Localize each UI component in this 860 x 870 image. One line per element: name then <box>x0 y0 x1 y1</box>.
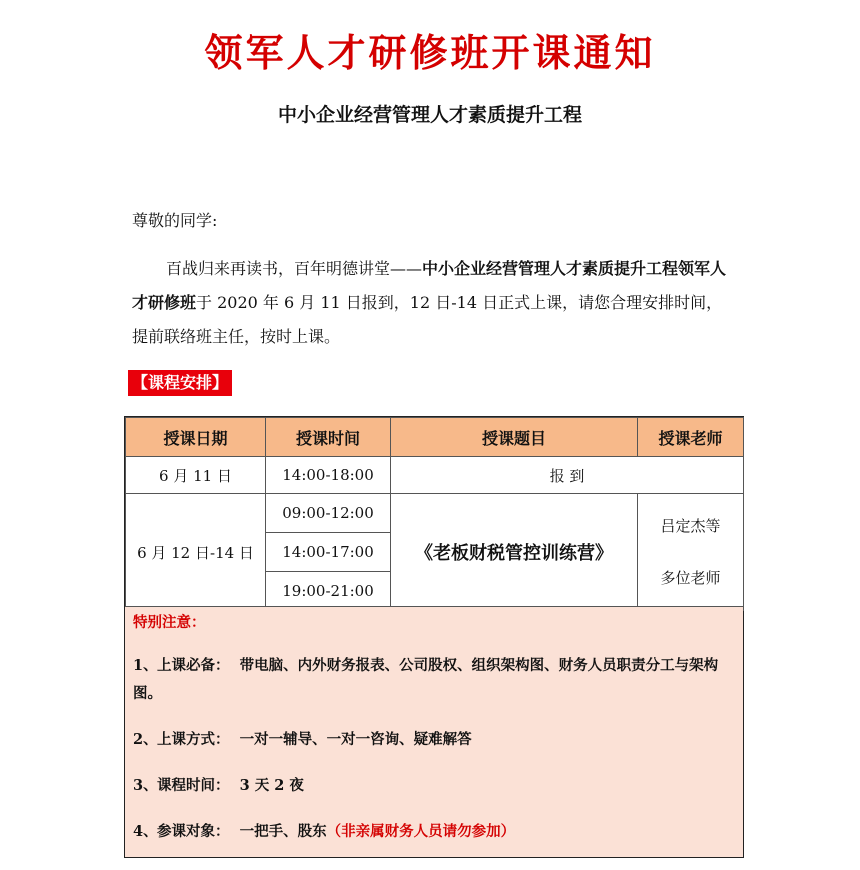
cell-topic: 报 到 <box>391 457 744 494</box>
note-text: 一把手、股东 <box>239 823 327 840</box>
note-text: 一对一辅导、一对一咨询、疑难解答 <box>239 731 472 748</box>
teacher-line-1: 吕定杰等 <box>660 517 721 535</box>
cell-topic: 《老板财税管控训练营》 <box>391 494 638 611</box>
schedule-panel <box>124 416 744 858</box>
notes-heading: 特别注意： <box>133 614 206 631</box>
note-number: 4、 <box>133 823 158 840</box>
header-date: 授课日期 <box>126 418 266 457</box>
cell-time: 09:00-12:00 <box>266 494 391 533</box>
page-subtitle: 中小企业经营管理人才素质提升工程 <box>277 104 582 126</box>
page-title: 领军人才研修班开课通知 <box>204 30 656 75</box>
note-item <box>133 772 737 800</box>
table-header-row <box>126 418 744 457</box>
header-topic: 授课题目 <box>391 418 638 457</box>
cell-date: 6 月 12 日-14 日 <box>126 494 266 611</box>
note-number: 1、 <box>133 657 158 674</box>
note-number: 3、 <box>133 777 158 794</box>
note-item <box>133 818 737 846</box>
note-label: 课程时间： <box>157 777 230 794</box>
intro-paragraph <box>132 252 734 354</box>
note-item <box>133 652 737 708</box>
intro-text-c: 于 2020 年 6 月 11 日报到，12 日-14 日正式上课，请您合理安排时间，提前联络班主任，按时上课。 <box>132 293 723 346</box>
program-name: 中小企业经营管理人才素质提升工程领军人才研修班 <box>132 259 727 312</box>
section-label-schedule: 【课程安排】 <box>128 370 232 396</box>
greeting: 尊敬的同学: <box>132 211 218 230</box>
table-row <box>126 457 744 494</box>
cell-time: 14:00-18:00 <box>266 457 391 494</box>
note-text: 带电脑、内外财务报表、公司股权、组织架构图、财务人员职责分工与架构图。 <box>133 657 719 702</box>
cell-time: 14:00-17:00 <box>266 533 391 572</box>
schedule-table <box>125 417 744 611</box>
note-label: 参课对象： <box>157 823 230 840</box>
notes-section <box>125 606 743 857</box>
cell-time: 19:00-21:00 <box>266 572 391 611</box>
header-teacher: 授课老师 <box>638 418 744 457</box>
teacher-line-2: 多位老师 <box>660 569 721 587</box>
note-label: 上课方式： <box>157 731 230 748</box>
note-label: 上课必备： <box>157 657 230 674</box>
note-number: 2、 <box>133 731 158 748</box>
cell-teacher <box>638 494 744 611</box>
note-warning: （非亲属财务人员请勿参加） <box>326 823 516 840</box>
header-time: 授课时间 <box>266 418 391 457</box>
cell-date: 6 月 11 日 <box>126 457 266 494</box>
note-item <box>133 726 737 754</box>
intro-text-a: 百战归来再读书，百年明德讲堂—— <box>166 259 423 278</box>
note-text: 3 天 2 夜 <box>239 777 304 794</box>
table-row <box>126 494 744 533</box>
